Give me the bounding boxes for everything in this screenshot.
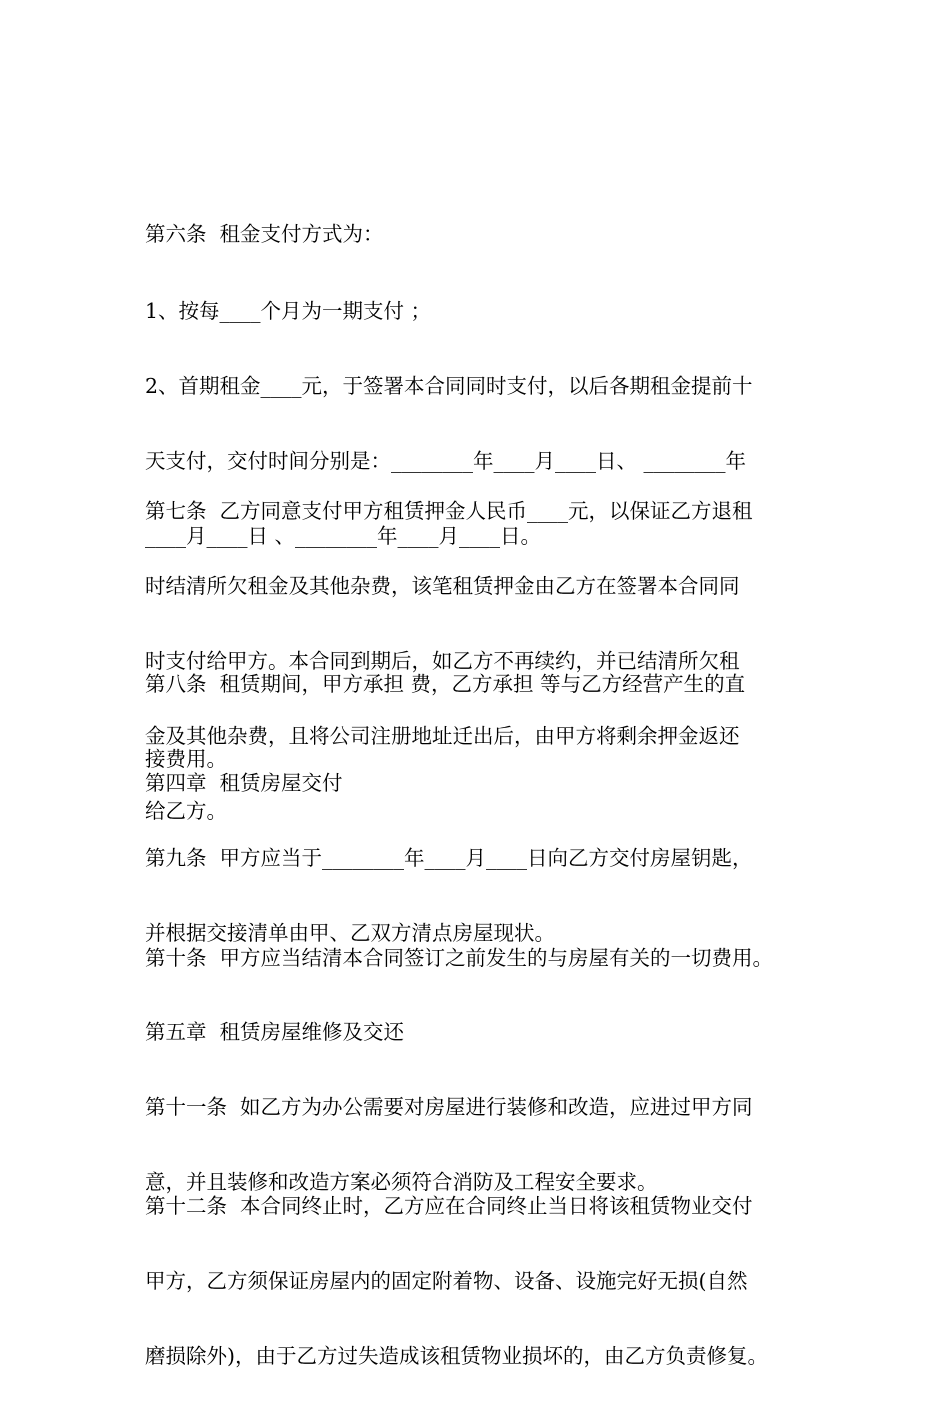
text-line: 1、按每____个月为一期支付 ； bbox=[145, 299, 432, 323]
text-line: ____月____日 、________年____月____日。 bbox=[145, 524, 542, 548]
text-line: 甲方，乙方须保证房屋内的固定附着物、设备、设施完好无损(自然 bbox=[145, 1269, 748, 1293]
article-12 bbox=[145, 1144, 817, 1419]
text-line: 第十条 甲方应当结清本合同签订之前发生的与房屋有关的一切费用。 bbox=[145, 946, 774, 970]
text-line: 意，并且装修和改造方案必须符合消防及工程安全要求。 bbox=[145, 1170, 658, 1194]
text-line: 时结清所欠租金及其他杂费，该笔租赁押金由乙方在签署本合同同 bbox=[145, 574, 740, 598]
text-line: 并根据交接清单由甲、乙双方清点房屋现状。 bbox=[145, 921, 555, 945]
text-line: 第七条 乙方同意支付甲方租赁押金人民币____元，以保证乙方退租 bbox=[145, 499, 753, 523]
text-line: 接费用。 bbox=[145, 747, 227, 771]
text-line: 2、首期租金____元，于签署本合同同时支付，以后各期租金提前十 bbox=[145, 374, 753, 398]
text-line: 第九条 甲方应当于________年____月____日向乙方交付房屋钥匙， bbox=[145, 846, 753, 870]
text-line: 第六条 租金支付方式为： bbox=[145, 222, 384, 246]
text-line: 第四章 租赁房屋交付 bbox=[145, 771, 343, 795]
text-line: 磨损除外)，由于乙方过失造成该租赁物业损坏的，由乙方负责修复。 bbox=[145, 1344, 768, 1368]
text-line: 给乙方。 bbox=[145, 799, 227, 823]
text-line: 时支付给甲方。本合同到期后，如乙方不再续约，并已结清所欠租 bbox=[145, 649, 740, 673]
text-line: 第八条 租赁期间，甲方承担 费，乙方承担 等与乙方经营产生的直 bbox=[145, 672, 746, 696]
text-line: 天支付，交付时间分别是：________年____月____日、 ________年 bbox=[145, 449, 747, 473]
text-line: 第十二条 本合同终止时，乙方应在合同终止当日将该租赁物业交付 bbox=[145, 1194, 753, 1218]
text-line: 第五章 租赁房屋维修及交还 bbox=[145, 1020, 405, 1044]
text-line: 第十一条 如乙方为办公需要对房屋进行装修和改造，应进过甲方同 bbox=[145, 1095, 753, 1119]
text-line: 金及其他杂费，且将公司注册地址迁出后，由甲方将剩余押金返还 bbox=[145, 724, 740, 748]
